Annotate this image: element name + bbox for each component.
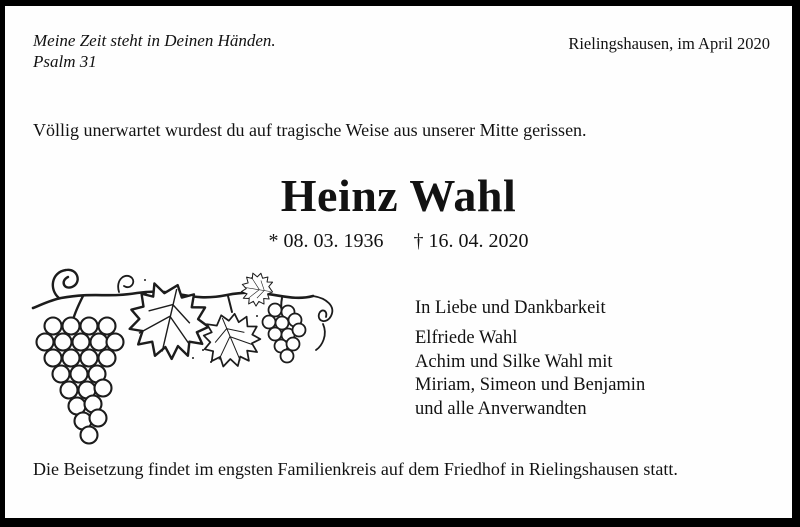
death-date: † 16. 04. 2020 [413, 230, 529, 252]
mourner-line: Achim und Silke Wahl mit [415, 351, 613, 372]
life-dates [5, 230, 792, 253]
bible-quote-source: Psalm 31 [33, 52, 97, 71]
condolence-line: In Liebe und Dankbarkeit [415, 298, 606, 318]
intro-sentence: Völlig unerwartet wurdest du auf tragische Weise aus unserer Mitte gerissen. [33, 120, 587, 140]
deceased-name: Heinz Wahl [280, 170, 517, 221]
mourner-line: Elfriede Wahl [415, 328, 518, 348]
grapevine-icon [25, 262, 360, 457]
birth-date: * 08. 03. 1936 [268, 230, 384, 252]
mourners-list [415, 327, 645, 421]
mourner-line: und alle Anverwandten [415, 398, 587, 419]
funeral-info: Die Beisetzung findet im engsten Familienkreis auf dem Friedhof in Rielingshausen statt. [33, 459, 678, 479]
grapevine-illustration [25, 262, 360, 462]
bible-quote [33, 30, 276, 72]
bible-quote-text: Meine Zeit steht in Deinen Händen. [33, 31, 276, 50]
place-dateline: Rielingshausen, im April 2020 [568, 34, 770, 53]
mourner-line: Miriam, Simeon und Benjamin [415, 375, 646, 395]
